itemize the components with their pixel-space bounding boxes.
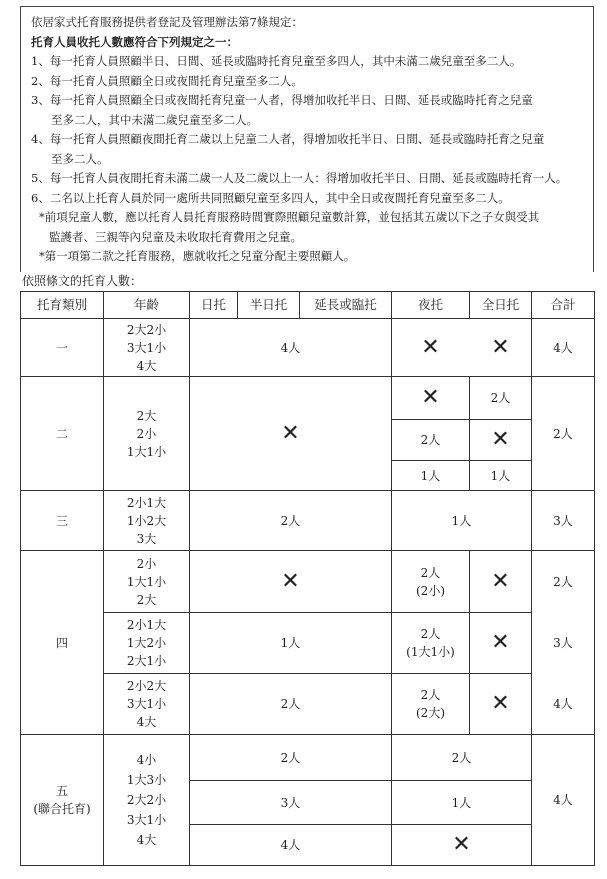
cross-icon: ✕: [491, 334, 510, 360]
age-list: [104, 319, 189, 376]
category-label: 二: [55, 426, 68, 441]
age-item: 3大1小: [126, 340, 167, 355]
category-label: 一: [55, 340, 68, 355]
total-count: 3人: [553, 513, 573, 528]
day-count: 2人: [280, 513, 301, 528]
header-full-day: 全日托: [481, 297, 520, 312]
night-count: 1人: [451, 795, 472, 810]
full-day-count: 2人: [490, 391, 511, 405]
night-count-value: 2人: [420, 565, 441, 580]
age-item: 2大2小: [126, 793, 167, 807]
total-count: 4人: [553, 697, 573, 711]
regulation-note-2: *第一項第二款之托育服務，應就收托之兒童分配主要照顧人。: [39, 249, 356, 263]
age-item: 2大: [136, 592, 157, 607]
age-list: [104, 674, 189, 734]
age-list: [104, 551, 189, 612]
regulation-item-5: 5、每一托育人員夜間托育未滿二歲一人及二歲以上一人：得增加收托半日、日間、延長或臨時托育一人。: [31, 171, 568, 185]
regulation-lead: 托育人員收托人數應符合下列規定之一：: [31, 34, 238, 49]
day-count: 1人: [280, 636, 301, 650]
night-count: 1人: [451, 513, 472, 528]
night-count: [392, 613, 469, 673]
header-half-day: 半日托: [249, 297, 288, 312]
age-item: 2大: [136, 408, 157, 423]
night-count: [392, 674, 469, 734]
age-item: 2小1大: [126, 495, 167, 510]
night-count: [392, 551, 469, 612]
total-count: 2人: [553, 574, 573, 589]
age-item: 3大1小: [126, 813, 167, 827]
header-day-care: 日托: [200, 297, 226, 312]
age-item: 2小2大: [126, 679, 167, 693]
age-item: 1小2大: [126, 513, 167, 528]
age-list: [104, 377, 189, 490]
night-count-detail: (2大): [416, 706, 445, 720]
cross-icon: ✕: [491, 630, 510, 655]
full-day-count: 1人: [490, 468, 511, 483]
age-item: 2大2小: [126, 322, 167, 337]
night-count-detail: (1大1小): [406, 645, 455, 659]
age-item: 2小: [136, 426, 157, 441]
age-list: [104, 735, 189, 865]
age-item: 1大1小: [126, 444, 167, 459]
category-label: [21, 735, 103, 865]
day-count: 2人: [280, 750, 301, 765]
regulation-intro: 依居家式托育服務提供者登記及管理辦法第7條規定：: [31, 15, 303, 29]
age-item: 4小: [136, 753, 157, 767]
cross-icon: ✕: [491, 691, 510, 716]
cross-icon: ✕: [281, 568, 300, 594]
regulation-item-2: 2、每一托育人員照顧全日或夜間托育兒童至多二人。: [31, 73, 303, 88]
night-count-value: 2人: [420, 688, 441, 702]
age-item: 2大1小: [126, 654, 167, 668]
night-count: 2人: [451, 750, 472, 765]
regulation-item-6: 6、二名以上托育人員於同一處所共同照顧兒童至多四人，其中全日或夜間托育兒童至多二人。: [31, 190, 510, 205]
age-item: 4大: [136, 715, 157, 729]
night-count-detail: (2小): [416, 583, 445, 598]
header-age: 年齡: [133, 297, 159, 312]
regulation-note-1: *前項兒童人數，應以托育人員托育服務時間實際照顧兒童數計算，並包括其五歲以下之子女與受其: [39, 210, 540, 224]
age-list: [104, 613, 189, 673]
total-count: 3人: [553, 636, 573, 650]
day-count: 2人: [280, 697, 301, 711]
total-count: 2人: [553, 426, 573, 441]
header-night: 夜托: [417, 297, 443, 312]
regulation-item-4: 4、每一托育人員照顧夜間托育二歲以上兒童二人者，得增加收托半日、日間、延長或臨時托育之兒童: [31, 132, 545, 146]
night-count: 2人: [420, 433, 441, 447]
day-count: 4人: [280, 340, 301, 355]
age-item: 4大: [136, 358, 157, 373]
total-count: 4人: [553, 793, 573, 807]
regulation-item-4-cont: 至多二人。: [51, 151, 109, 166]
regulation-item-1: 1、每一托育人員照顧半日、日間、延長或臨時托育兒童至多四人，其中未滿二歲兒童至多二人。: [31, 54, 522, 68]
age-item: 4大: [136, 833, 157, 847]
header-extended: 延長或臨托: [314, 297, 377, 312]
category-label: 三: [55, 513, 68, 528]
regulation-item-3-cont: 至多二人，其中未滿二歲兒童至多二人。: [51, 112, 258, 127]
night-count: 1人: [420, 468, 441, 483]
age-item: 2小: [136, 556, 157, 571]
header-total: 合計: [550, 297, 576, 312]
age-item: 1大2小: [126, 636, 167, 650]
regulation-note-1-cont: 監護者、三親等內兒童及未收取托育費用之兒童。: [49, 229, 302, 244]
cross-icon: ✕: [281, 420, 300, 446]
day-count: 3人: [280, 795, 301, 810]
age-item: 1大1小: [126, 574, 167, 589]
category-label-number: 五: [55, 784, 68, 798]
age-item: 2小1大: [126, 618, 167, 632]
regulation-item-3: 3、每一托育人員照顧全日或夜間托育兒童一人者，得增加收托半日、日間、延長或臨時托育之兒童: [31, 93, 533, 107]
age-list: [104, 491, 189, 550]
cross-icon: ✕: [452, 832, 471, 857]
cross-icon: ✕: [421, 334, 440, 360]
cross-icon: ✕: [491, 427, 510, 452]
age-item: 1大3小: [126, 773, 167, 787]
header-category: 托育類別: [36, 297, 87, 312]
table-caption: 依照條文的托育人數：: [22, 274, 143, 288]
night-count-value: 2人: [420, 627, 441, 641]
age-item: 3大: [136, 531, 157, 546]
cross-icon: ✕: [491, 568, 510, 594]
day-count: 4人: [280, 838, 301, 852]
category-label-sub: (聯合托育): [33, 802, 91, 816]
total-count: 4人: [553, 340, 573, 355]
cross-icon: ✕: [421, 385, 440, 410]
age-item: 3大1小: [126, 697, 167, 711]
category-label: 四: [55, 635, 68, 650]
